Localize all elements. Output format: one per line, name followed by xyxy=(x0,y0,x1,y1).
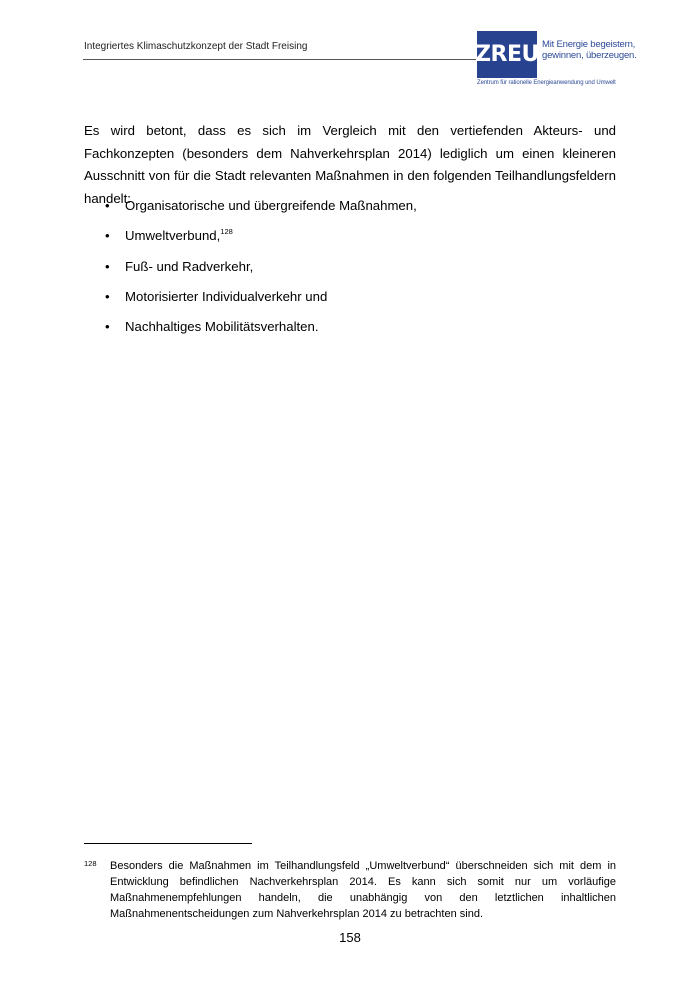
list-item xyxy=(84,226,604,256)
page-number: 158 xyxy=(339,930,361,945)
footnote-text: Besonders die Maßnahmen im Teilhandlungsfeld „Umweltverbund“ überschneiden sich mit dem in Entwicklung befindlichen Nachverkehrsplan 2014. Es kann sich somit nur um vorläufige Maßnahmenempfehlungen handeln, die unabhängig von den letztlichen inhaltlichen Maßnahmenentscheidungen zum Nahverkehrsplan 2014 zu betrachten sind. xyxy=(110,860,616,920)
body-paragraph: Es wird betont, dass es sich im Vergleich mit den vertiefenden Akteurs- und Fachkonzepten (besonders dem Nahverkehrsplan 2014) lediglich um einen kleineren Ausschnitt von für die Stadt relevanten Maßnahmen in den folgenden Teilhandlungsfeldern handelt: xyxy=(84,123,616,206)
footnote-divider xyxy=(84,843,252,844)
footnote-number: 128 xyxy=(84,859,97,868)
zreu-logo xyxy=(477,31,637,89)
logo-brand-mark: ZREU xyxy=(477,31,537,78)
logo-slogan xyxy=(542,39,638,61)
list-item xyxy=(84,196,604,226)
list-item-text: Fuß- und Radverkehr, xyxy=(125,258,254,274)
list-item xyxy=(84,317,604,347)
list-item-text: Organisatorische und übergreifende Maßnahmen, xyxy=(125,198,417,213)
list-item-text: Motorisierter Individualverkehr und xyxy=(125,288,328,304)
list-item-text: Nachhaltiges Mobilitätsverhalten. xyxy=(125,319,319,335)
logo-subtitle: Zentrum für rationelle Energieanwendung und Umwelt xyxy=(477,80,616,86)
list-item xyxy=(84,287,604,317)
measure-field-list xyxy=(84,196,604,347)
list-item xyxy=(84,257,604,287)
logo-slogan-line2: gewinnen, überzeugen. xyxy=(542,50,637,61)
footnote-reference[interactable]: 128 xyxy=(220,227,233,237)
list-item-text: Umweltverbund, xyxy=(125,228,221,244)
header-title: Integriertes Klimaschutzkonzept der Stadt Freising xyxy=(84,41,308,52)
header-divider xyxy=(83,59,476,60)
logo-slogan-line1: Mit Energie begeistern, xyxy=(542,39,636,50)
